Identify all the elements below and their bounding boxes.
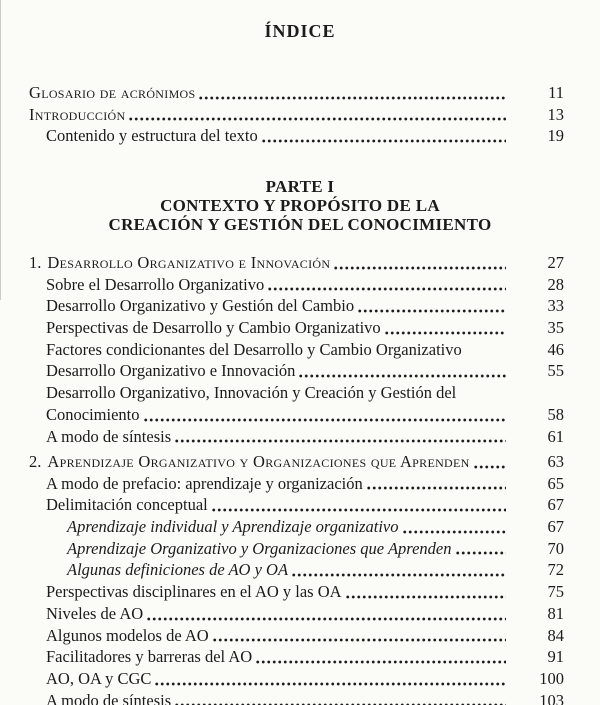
entry-label: Aprendizaje Organizativo y Organizaciones que Aprenden — [67, 538, 452, 558]
toc-entry — [29, 274, 564, 296]
page-number: 67 — [547, 495, 564, 515]
page-number: 72 — [547, 560, 564, 580]
page-number: 61 — [547, 426, 564, 446]
front-matter-list — [29, 82, 564, 147]
toc-entry — [29, 404, 564, 426]
entry-label: A modo de síntesis — [46, 426, 172, 446]
dot-leader — [459, 395, 506, 401]
entry-label: A modo de síntesis — [46, 690, 172, 705]
dot-leader — [267, 286, 506, 292]
entry-label: Aprendizaje individual y Aprendizaje organizativo — [67, 517, 399, 537]
part-heading-line-1: PARTE I — [265, 177, 335, 196]
toc-entry — [29, 382, 564, 404]
entry-label: Contenido y estructura del texto — [46, 126, 258, 146]
toc-entry — [29, 494, 564, 516]
page-number: 33 — [547, 296, 564, 316]
entry-label: Factores condicionantes del Desarrollo y Cambio Organizativo — [46, 339, 462, 359]
toc-entry — [29, 668, 564, 690]
toc-entry — [29, 625, 564, 647]
toc-entry — [29, 559, 564, 581]
scan-edge-artifact — [0, 0, 1, 300]
page-number: 27 — [547, 253, 564, 272]
toc-entry — [29, 451, 564, 473]
toc-entry — [29, 317, 564, 339]
page-number: 19 — [547, 126, 564, 146]
toc-entry — [29, 516, 564, 538]
page-number: 103 — [539, 690, 564, 705]
entry-label: Desarrollo Organizativo y Gestión del Cambio — [46, 296, 355, 316]
dot-leader — [143, 417, 507, 423]
dot-leader — [384, 330, 506, 336]
entry-label: Introducción — [29, 104, 126, 124]
entry-label: Desarrollo Organizativo, Innovación y Creación y Gestión del — [46, 383, 457, 403]
toc-entry — [29, 690, 564, 705]
dot-leader — [261, 138, 506, 144]
dot-leader — [198, 95, 506, 101]
toc-entry — [29, 538, 564, 560]
page-number: 55 — [547, 361, 564, 381]
dot-leader — [473, 464, 506, 470]
dot-leader — [154, 681, 506, 687]
dot-leader — [402, 529, 507, 535]
page-number: 91 — [547, 647, 564, 667]
page-title: ÍNDICE — [264, 21, 336, 41]
part-heading-line-3: CREACIÓN Y GESTIÓN DEL CONOCIMIENTO — [108, 215, 492, 234]
chapter-2-list — [29, 451, 564, 705]
entry-label: Glosario de acrónimos — [29, 83, 196, 102]
toc-entry — [29, 473, 564, 495]
dot-leader — [298, 373, 506, 379]
toc-entry — [29, 581, 564, 603]
dot-leader — [333, 265, 506, 271]
dot-leader — [174, 438, 506, 444]
page-number: 67 — [547, 517, 564, 537]
page-number: 13 — [547, 104, 564, 124]
toc-entry — [29, 252, 564, 274]
toc-entry — [29, 104, 564, 126]
toc-entry — [29, 295, 564, 317]
dot-leader — [465, 351, 506, 357]
chapter-1-list — [29, 252, 564, 447]
page-number: 28 — [547, 274, 564, 294]
dot-leader — [291, 572, 506, 578]
page-number: 65 — [547, 473, 564, 493]
toc-entry — [29, 82, 564, 104]
entry-number: 2. — [29, 452, 42, 471]
entry-label: AO, OA y CGC — [46, 668, 152, 688]
entry-label: Algunos modelos de AO — [46, 625, 209, 645]
part-heading-line-2: CONTEXTO Y PROPÓSITO DE LA — [160, 196, 440, 215]
page-number: 81 — [547, 603, 564, 623]
entry-label: Desarrollo Organizativo e Innovación — [47, 253, 331, 272]
dot-leader — [345, 594, 506, 600]
entry-label: A modo de prefacio: aprendizaje y organización — [46, 473, 363, 493]
entry-label: Sobre el Desarrollo Organizativo — [46, 274, 265, 294]
page-number: 11 — [548, 83, 564, 102]
entry-label: Niveles de AO — [46, 603, 144, 623]
page-number: 63 — [547, 452, 564, 471]
entry-label: Desarrollo Organizativo e Innovación — [46, 361, 296, 381]
page-number: 70 — [547, 538, 564, 558]
dot-leader — [212, 637, 506, 643]
page-number: 35 — [547, 318, 564, 338]
toc-entry — [29, 339, 564, 361]
page-number: 75 — [547, 582, 564, 602]
entry-label: Algunas definiciones de AO y OA — [67, 560, 289, 580]
dot-leader — [455, 550, 507, 556]
toc-entry — [29, 360, 564, 382]
page-number: 84 — [547, 625, 564, 645]
toc-entry — [29, 426, 564, 448]
dot-leader — [128, 116, 506, 122]
entry-number: 1. — [29, 253, 42, 272]
dot-leader — [255, 659, 506, 665]
toc-entry — [29, 603, 564, 625]
entry-label: Aprendizaje Organizativo y Organizaciones que Aprenden — [47, 452, 470, 471]
entry-label: Perspectivas de Desarrollo y Cambio Organizativo — [46, 318, 381, 338]
dot-leader — [211, 507, 506, 513]
entry-label: Conocimiento — [46, 404, 140, 424]
entry-label: Perspectivas disciplinares en el AO y las OA — [46, 582, 342, 602]
entry-label: Facilitadores y barreras del AO — [46, 647, 253, 667]
page-number: 58 — [547, 404, 564, 424]
entry-label: Delimitación conceptual — [46, 495, 208, 515]
toc-entry — [29, 125, 564, 147]
part-heading — [0, 177, 600, 234]
dot-leader — [366, 485, 506, 491]
dot-leader — [146, 616, 506, 622]
page-number: 46 — [547, 339, 564, 359]
toc-entry — [29, 646, 564, 668]
page-number: 100 — [539, 668, 564, 688]
dot-leader — [357, 308, 506, 314]
